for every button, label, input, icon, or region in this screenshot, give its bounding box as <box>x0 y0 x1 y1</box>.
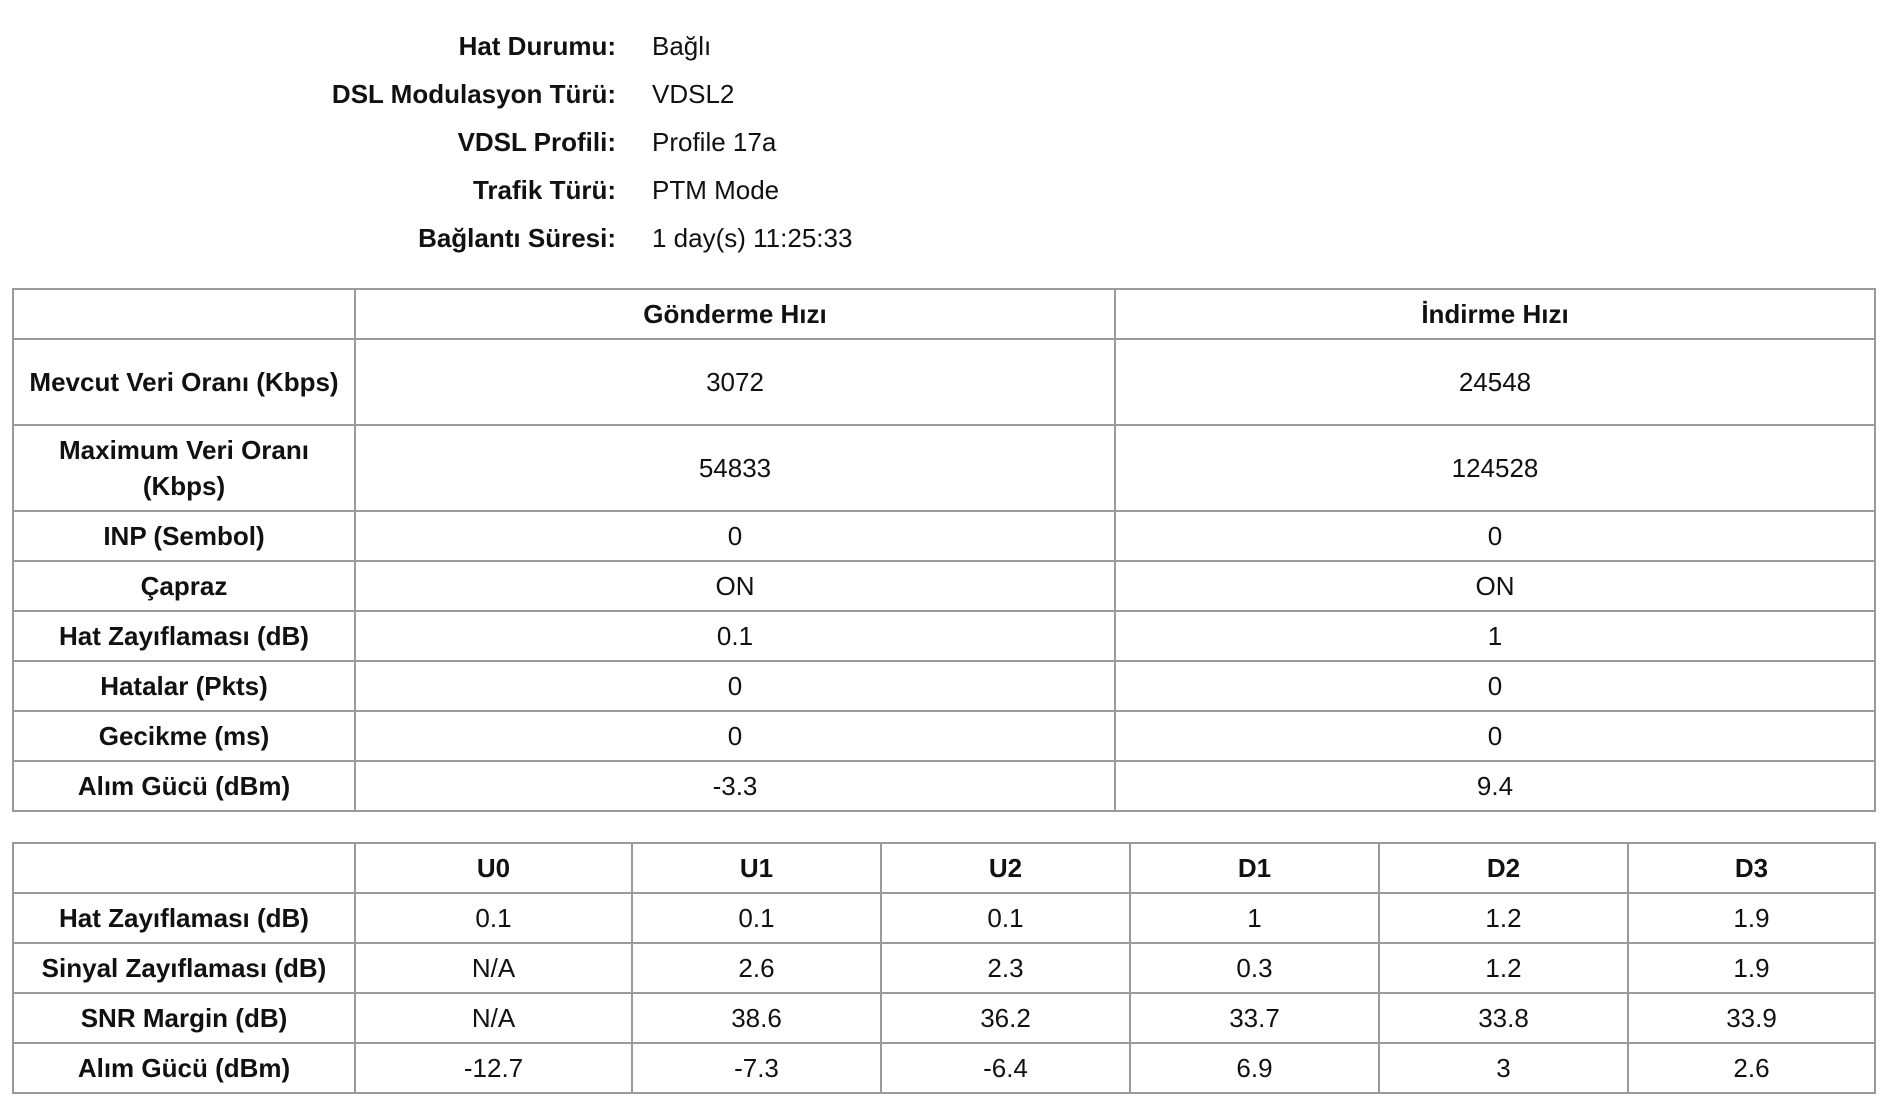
table-row <box>13 1043 1875 1093</box>
band-value: 38.6 <box>632 993 881 1043</box>
band-value: 0.1 <box>881 893 1130 943</box>
row-label: SNR Margin (dB) <box>13 993 355 1043</box>
table-row <box>13 993 1875 1043</box>
rates-table <box>12 288 1876 812</box>
band-value: 0.1 <box>632 893 881 943</box>
band-value: 3 <box>1379 1043 1628 1093</box>
row-label: Sinyal Zayıflaması (dB) <box>13 943 355 993</box>
info-row-uptime <box>0 214 1200 262</box>
upload-value: -3.3 <box>355 761 1115 811</box>
upload-value: 0 <box>355 511 1115 561</box>
band-value: -7.3 <box>632 1043 881 1093</box>
row-label: Gecikme (ms) <box>13 711 355 761</box>
info-row-vdsl-profile <box>0 118 1200 166</box>
download-value: 0 <box>1115 661 1875 711</box>
table-header-upload: Gönderme Hızı <box>355 289 1115 339</box>
table-header-band: D3 <box>1628 843 1875 893</box>
band-value: 0.1 <box>355 893 632 943</box>
line-info <box>0 22 1200 262</box>
table-row <box>13 511 1875 561</box>
table-header-download: İndirme Hızı <box>1115 289 1875 339</box>
table-row <box>13 943 1875 993</box>
info-row-traffic-type <box>0 166 1200 214</box>
band-value: 1.2 <box>1379 943 1628 993</box>
row-label: Çapraz <box>13 561 355 611</box>
download-value: 0 <box>1115 711 1875 761</box>
table-row <box>13 711 1875 761</box>
table-header-row <box>13 843 1875 893</box>
table-row <box>13 425 1875 511</box>
info-row-line-status <box>0 22 1200 70</box>
info-label: DSL Modulasyon Türü: <box>331 78 616 109</box>
info-label: Bağlantı Süresi: <box>418 222 616 253</box>
table-header-band: D1 <box>1130 843 1379 893</box>
table-row <box>13 561 1875 611</box>
band-value: 33.7 <box>1130 993 1379 1043</box>
upload-value: 3072 <box>355 339 1115 425</box>
row-label: INP (Sembol) <box>13 511 355 561</box>
bands-table <box>12 842 1876 1094</box>
row-label: Alım Gücü (dBm) <box>13 761 355 811</box>
download-value: ON <box>1115 561 1875 611</box>
download-value: 9.4 <box>1115 761 1875 811</box>
row-label: Hatalar (Pkts) <box>13 661 355 711</box>
row-label: Hat Zayıflaması (dB) <box>13 611 355 661</box>
band-value: 1.9 <box>1628 943 1875 993</box>
table-row <box>13 339 1875 425</box>
band-value: 6.9 <box>1130 1043 1379 1093</box>
table-row <box>13 661 1875 711</box>
table-header-row <box>13 289 1875 339</box>
band-value: -6.4 <box>881 1043 1130 1093</box>
info-row-modulation <box>0 70 1200 118</box>
table-row <box>13 893 1875 943</box>
info-value: VDSL2 <box>652 78 735 109</box>
download-value: 0 <box>1115 511 1875 561</box>
download-value: 24548 <box>1115 339 1875 425</box>
band-value: 1.9 <box>1628 893 1875 943</box>
table-header-band: U0 <box>355 843 632 893</box>
upload-value: 0 <box>355 711 1115 761</box>
row-label: Mevcut Veri Oranı (Kbps) <box>13 339 355 425</box>
band-value: 36.2 <box>881 993 1130 1043</box>
table-row <box>13 611 1875 661</box>
band-value: 1 <box>1130 893 1379 943</box>
band-value: 33.9 <box>1628 993 1875 1043</box>
info-label: Hat Durumu: <box>458 30 616 61</box>
upload-value: 54833 <box>355 425 1115 511</box>
row-label: Maximum Veri Oranı (Kbps) <box>13 425 355 511</box>
table-header-empty <box>13 289 355 339</box>
band-value: -12.7 <box>355 1043 632 1093</box>
band-value: 0.3 <box>1130 943 1379 993</box>
download-value: 1 <box>1115 611 1875 661</box>
info-label: Trafik Türü: <box>472 174 616 205</box>
info-value: Bağlı <box>652 30 712 61</box>
band-value: 2.6 <box>632 943 881 993</box>
info-value: Profile 17a <box>652 126 777 157</box>
band-value: 33.8 <box>1379 993 1628 1043</box>
row-label: Hat Zayıflaması (dB) <box>13 893 355 943</box>
info-value: PTM Mode <box>652 174 780 205</box>
info-label: VDSL Profili: <box>457 126 616 157</box>
table-header-empty <box>13 843 355 893</box>
table-header-band: D2 <box>1379 843 1628 893</box>
table-header-band: U2 <box>881 843 1130 893</box>
download-value: 124528 <box>1115 425 1875 511</box>
band-value: 1.2 <box>1379 893 1628 943</box>
table-header-band: U1 <box>632 843 881 893</box>
upload-value: ON <box>355 561 1115 611</box>
info-value: 1 day(s) 11:25:33 <box>652 222 853 253</box>
band-value: N/A <box>355 993 632 1043</box>
band-value: 2.3 <box>881 943 1130 993</box>
table-row <box>13 761 1875 811</box>
row-label: Alım Gücü (dBm) <box>13 1043 355 1093</box>
upload-value: 0 <box>355 661 1115 711</box>
band-value: 2.6 <box>1628 1043 1875 1093</box>
upload-value: 0.1 <box>355 611 1115 661</box>
band-value: N/A <box>355 943 632 993</box>
